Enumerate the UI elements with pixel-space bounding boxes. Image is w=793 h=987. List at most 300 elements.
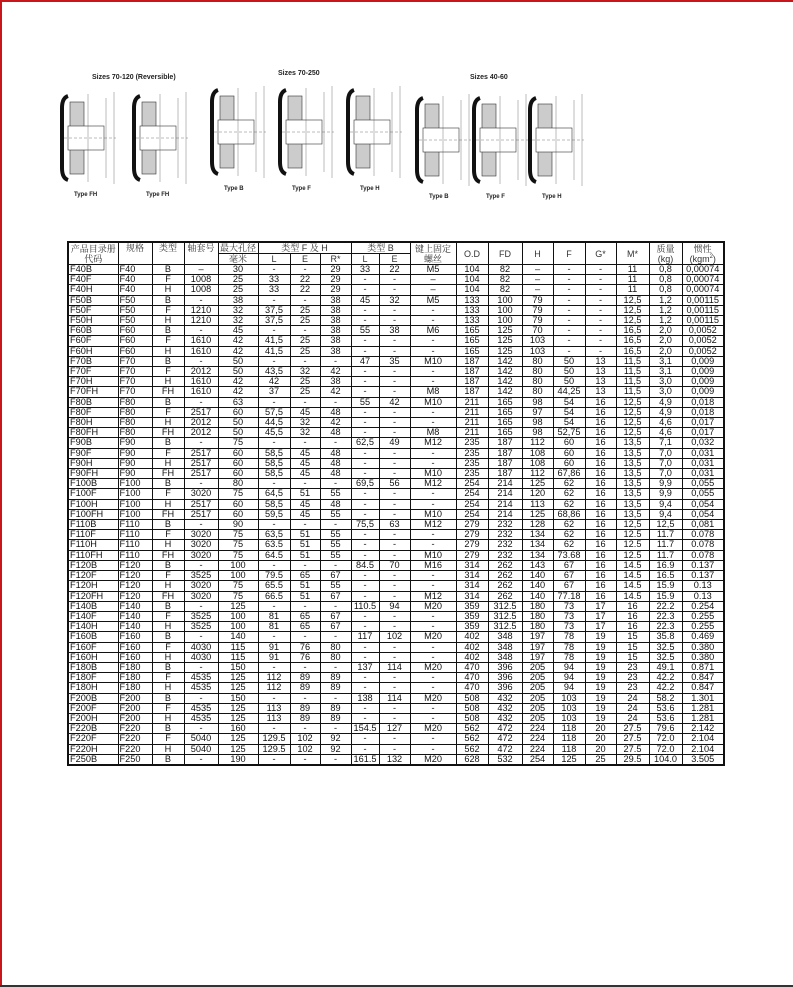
cell-m: 12,5 — [616, 428, 649, 438]
cell-bush: - — [184, 356, 218, 366]
cell-b-l: - — [351, 377, 379, 387]
figure-caption: Type B — [224, 186, 244, 192]
cell-type: F — [152, 530, 184, 540]
cell-set-screw: - — [410, 683, 456, 693]
cell-code: F220H — [68, 744, 118, 754]
cell-b-e: 22 — [379, 265, 410, 275]
coupling-figure — [528, 90, 588, 200]
cell-inertia: 0.847 — [682, 683, 724, 693]
cell-code: F40F — [68, 275, 118, 285]
cell-mass: 0,8 — [649, 265, 682, 275]
cell-b-l: - — [351, 673, 379, 683]
cell-code: F100H — [68, 499, 118, 509]
cell-fh-r: 48 — [320, 448, 351, 458]
cell-h: 79 — [522, 295, 553, 305]
header-inertia-close: ) — [712, 253, 716, 264]
cell-bush: 4535 — [184, 673, 218, 683]
cell-mass: 53.6 — [649, 713, 682, 723]
cell-type: F — [152, 305, 184, 315]
cell-od: 470 — [456, 683, 488, 693]
table-row — [68, 530, 724, 540]
cell-set-screw: M12 — [410, 438, 456, 448]
cell-inertia: 0,00115 — [682, 305, 724, 315]
coupling-cross-section-icon — [415, 90, 475, 190]
cell-h: – — [522, 275, 553, 285]
coupling-cross-section-icon — [278, 82, 338, 182]
cell-spec: F200 — [118, 693, 152, 703]
cell-fh-r: 38 — [320, 316, 351, 326]
cell-od: 279 — [456, 540, 488, 550]
cell-fh-r: 89 — [320, 703, 351, 713]
cell-spec: F60 — [118, 346, 152, 356]
cell-g: 16 — [585, 581, 616, 591]
header-fh-r: R* — [320, 254, 351, 265]
cell-fh-r: 42 — [320, 387, 351, 397]
cell-set-screw: - — [410, 316, 456, 326]
cell-m: 15 — [616, 632, 649, 642]
cell-fh-r: - — [320, 520, 351, 530]
header-mass-label: 质量 — [656, 243, 675, 254]
cell-f: 125 — [553, 754, 585, 765]
coupling-figure — [346, 82, 406, 192]
figure-caption: Type FH — [74, 192, 98, 198]
header-inertia-unit: (kgm — [689, 253, 710, 264]
cell-type: FH — [152, 469, 184, 479]
cell-h: 103 — [522, 336, 553, 346]
cell-fh-l: 37,5 — [258, 316, 290, 326]
cell-m: 29.5 — [616, 754, 649, 765]
cell-m: 27.5 — [616, 744, 649, 754]
cell-b-l: 110.5 — [351, 601, 379, 611]
coupling-figure — [210, 82, 270, 192]
cell-set-screw: - — [410, 377, 456, 387]
cell-type: F — [152, 703, 184, 713]
cell-mass: 22.3 — [649, 622, 682, 632]
cell-g: 17 — [585, 601, 616, 611]
cell-inertia: 0,018 — [682, 397, 724, 407]
cell-mass: 0,8 — [649, 275, 682, 285]
cell-od: 359 — [456, 611, 488, 621]
cell-type: H — [152, 683, 184, 693]
cell-g: 13 — [585, 377, 616, 387]
cell-fd: 165 — [488, 418, 522, 428]
cell-b-e: - — [379, 448, 410, 458]
cell-h: 79 — [522, 305, 553, 315]
cell-m: 13,5 — [616, 458, 649, 468]
cell-max-bore: 50 — [218, 428, 258, 438]
cell-spec: F70 — [118, 387, 152, 397]
cell-fh-l: 58,5 — [258, 499, 290, 509]
cell-b-l: - — [351, 285, 379, 295]
cell-b-l: - — [351, 499, 379, 509]
cell-m: 16,5 — [616, 336, 649, 346]
cell-f: 62 — [553, 499, 585, 509]
header-inertia — [682, 242, 724, 265]
cell-g: - — [585, 326, 616, 336]
cell-od: 402 — [456, 642, 488, 652]
cell-b-l: - — [351, 713, 379, 723]
cell-b-l: - — [351, 611, 379, 621]
cell-set-screw: - — [410, 713, 456, 723]
cell-code: F110FH — [68, 550, 118, 560]
cell-g: 16 — [585, 520, 616, 530]
cell-type: F — [152, 611, 184, 621]
cell-inertia: 1.301 — [682, 693, 724, 703]
cell-b-e: - — [379, 683, 410, 693]
cell-set-screw: - — [410, 540, 456, 550]
cell-g: 17 — [585, 611, 616, 621]
diagram-group-title: Sizes 70-120 (Reversible) — [92, 74, 176, 81]
cell-max-bore: 150 — [218, 693, 258, 703]
cell-inertia: 0.137 — [682, 571, 724, 581]
cell-g: 16 — [585, 458, 616, 468]
cell-b-e: - — [379, 713, 410, 723]
cell-bush: 1610 — [184, 336, 218, 346]
cell-mass: 9,9 — [649, 489, 682, 499]
cell-code: F200B — [68, 693, 118, 703]
cell-set-screw: - — [410, 673, 456, 683]
cell-g: 13 — [585, 356, 616, 366]
cell-fd: 214 — [488, 479, 522, 489]
cell-set-screw: M20 — [410, 601, 456, 611]
cell-b-l: - — [351, 622, 379, 632]
cell-mass: 49.1 — [649, 662, 682, 672]
cell-m: 14.5 — [616, 591, 649, 601]
cell-fh-e: 89 — [290, 713, 320, 723]
cell-bush: - — [184, 295, 218, 305]
cell-code: F180F — [68, 673, 118, 683]
cell-inertia: 0.137 — [682, 560, 724, 570]
cell-b-l: 75,5 — [351, 520, 379, 530]
cell-b-e: - — [379, 622, 410, 632]
cell-set-screw: M5 — [410, 295, 456, 305]
table-row — [68, 387, 724, 397]
cell-max-bore: 60 — [218, 509, 258, 519]
cell-h: – — [522, 265, 553, 275]
cell-code: F140H — [68, 622, 118, 632]
cell-f: - — [553, 326, 585, 336]
cell-mass: 4,6 — [649, 428, 682, 438]
cell-h: 205 — [522, 673, 553, 683]
cell-code: F160H — [68, 652, 118, 662]
cell-f: - — [553, 316, 585, 326]
cell-b-e: 32 — [379, 295, 410, 305]
cell-fd: 232 — [488, 520, 522, 530]
cell-max-bore: 25 — [218, 285, 258, 295]
table-row — [68, 428, 724, 438]
cell-b-e: 70 — [379, 560, 410, 570]
cell-m: 11 — [616, 275, 649, 285]
table-row — [68, 275, 724, 285]
cell-fd: 312.5 — [488, 611, 522, 621]
cell-f: 73 — [553, 622, 585, 632]
cell-b-l: - — [351, 550, 379, 560]
cell-g: 16 — [585, 489, 616, 499]
cell-spec: F110 — [118, 530, 152, 540]
cell-code: F120F — [68, 571, 118, 581]
cell-m: 11 — [616, 285, 649, 295]
cell-b-l: - — [351, 734, 379, 744]
cell-h: 125 — [522, 479, 553, 489]
cell-inertia: 0,055 — [682, 479, 724, 489]
cell-od: 562 — [456, 744, 488, 754]
header-type-f-h: 类型 F 及 H — [258, 242, 351, 254]
cell-od: 133 — [456, 316, 488, 326]
cell-h: 140 — [522, 591, 553, 601]
cell-fd: 214 — [488, 499, 522, 509]
cell-f: 73.68 — [553, 550, 585, 560]
cell-mass: 11.7 — [649, 550, 682, 560]
cell-type: FH — [152, 428, 184, 438]
cell-set-screw: M12 — [410, 591, 456, 601]
cell-mass: 3,0 — [649, 387, 682, 397]
cell-type: FH — [152, 550, 184, 560]
cell-bush: - — [184, 397, 218, 407]
table-row — [68, 550, 724, 560]
cell-bush: 1610 — [184, 346, 218, 356]
cell-m: 13,5 — [616, 499, 649, 509]
cell-max-bore: 160 — [218, 724, 258, 734]
table-row — [68, 356, 724, 366]
cell-fh-e: 25 — [290, 346, 320, 356]
cell-fh-r: 55 — [320, 550, 351, 560]
cell-b-l: - — [351, 571, 379, 581]
cell-f: 78 — [553, 652, 585, 662]
specification-table — [67, 241, 725, 766]
cell-b-l: - — [351, 703, 379, 713]
cell-mass: 1,2 — [649, 316, 682, 326]
cell-spec: F140 — [118, 601, 152, 611]
cell-bush: - — [184, 693, 218, 703]
table-row — [68, 265, 724, 275]
cell-mass: 32.5 — [649, 652, 682, 662]
cell-fh-e: - — [290, 295, 320, 305]
cell-mass: 53.6 — [649, 703, 682, 713]
cell-h: 112 — [522, 469, 553, 479]
cell-b-e: - — [379, 734, 410, 744]
cell-h: 134 — [522, 530, 553, 540]
cell-fh-l: 64,5 — [258, 489, 290, 499]
cell-f: 67 — [553, 560, 585, 570]
cell-f: 62 — [553, 489, 585, 499]
cell-mass: 22.3 — [649, 611, 682, 621]
header-type-b: 类型 B — [351, 242, 410, 254]
cell-h: 143 — [522, 560, 553, 570]
cell-mass: 4,9 — [649, 407, 682, 417]
cell-g: 20 — [585, 744, 616, 754]
cell-mass: 7,1 — [649, 438, 682, 448]
cell-fd: 532 — [488, 754, 522, 765]
cell-fh-e: 89 — [290, 683, 320, 693]
cell-type: H — [152, 622, 184, 632]
cell-g: 19 — [585, 693, 616, 703]
cell-spec: F160 — [118, 632, 152, 642]
cell-f: 68,86 — [553, 509, 585, 519]
cell-max-bore: 42 — [218, 387, 258, 397]
header-b-l: L — [351, 254, 379, 265]
cell-od: 211 — [456, 428, 488, 438]
cell-b-e: - — [379, 428, 410, 438]
cell-max-bore: 80 — [218, 479, 258, 489]
cell-fd: 396 — [488, 683, 522, 693]
cell-od: 254 — [456, 499, 488, 509]
cell-f: 52,75 — [553, 428, 585, 438]
cell-g: 19 — [585, 632, 616, 642]
cell-inertia: 0.380 — [682, 652, 724, 662]
cell-set-screw: - — [410, 734, 456, 744]
coupling-figure — [60, 88, 120, 198]
cell-bush: - — [184, 438, 218, 448]
cell-spec: F90 — [118, 458, 152, 468]
cell-code: F100F — [68, 489, 118, 499]
cell-bush: 3525 — [184, 611, 218, 621]
cell-set-screw: M6 — [410, 326, 456, 336]
cell-set-screw: M20 — [410, 662, 456, 672]
cell-fh-l: - — [258, 356, 290, 366]
cell-set-screw: M10 — [410, 509, 456, 519]
cell-h: 180 — [522, 611, 553, 621]
cell-fh-r: 38 — [320, 346, 351, 356]
cell-inertia: 0,00074 — [682, 265, 724, 275]
cell-fh-l: 33 — [258, 275, 290, 285]
cell-h: 180 — [522, 622, 553, 632]
coupling-cross-section-icon — [346, 82, 406, 182]
header-type: 类型 — [152, 242, 184, 265]
cell-h: 254 — [522, 754, 553, 765]
cell-mass: 3,1 — [649, 356, 682, 366]
cell-fd: 232 — [488, 550, 522, 560]
cell-f: 103 — [553, 713, 585, 723]
table-row — [68, 591, 724, 601]
cell-code: F60H — [68, 346, 118, 356]
cell-b-l: 45 — [351, 295, 379, 305]
table-row — [68, 713, 724, 723]
cell-b-e: - — [379, 571, 410, 581]
cell-bush: – — [184, 265, 218, 275]
cell-code: F60F — [68, 336, 118, 346]
cell-g: - — [585, 305, 616, 315]
cell-max-bore: 100 — [218, 560, 258, 570]
cell-fh-e: 51 — [290, 591, 320, 601]
cell-max-bore: 42 — [218, 346, 258, 356]
cell-inertia: 0.078 — [682, 550, 724, 560]
cell-fd: 142 — [488, 387, 522, 397]
cell-inertia: 0,031 — [682, 448, 724, 458]
cell-f: 67 — [553, 581, 585, 591]
header-h: H — [522, 242, 553, 265]
cell-fh-l: 45,5 — [258, 428, 290, 438]
cell-fh-l: 63,5 — [258, 530, 290, 540]
header-code: 产品目录册代码 — [68, 242, 118, 265]
cell-m: 13,5 — [616, 479, 649, 489]
cell-b-e: 102 — [379, 632, 410, 642]
cell-fd: 165 — [488, 428, 522, 438]
cell-f: 94 — [553, 673, 585, 683]
cell-code: F160B — [68, 632, 118, 642]
cell-inertia: 2.104 — [682, 744, 724, 754]
cell-m: 12,5 — [616, 418, 649, 428]
table-row — [68, 418, 724, 428]
cell-max-bore: 38 — [218, 295, 258, 305]
cell-b-l: 55 — [351, 326, 379, 336]
cell-spec: F180 — [118, 662, 152, 672]
cell-b-e: - — [379, 469, 410, 479]
cell-fh-l: 64.5 — [258, 550, 290, 560]
table-row — [68, 458, 724, 468]
table-row — [68, 520, 724, 530]
cell-b-e: 35 — [379, 356, 410, 366]
cell-b-l: 137 — [351, 662, 379, 672]
cell-h: 80 — [522, 367, 553, 377]
cell-mass: 72.0 — [649, 734, 682, 744]
cell-spec: F110 — [118, 550, 152, 560]
cell-mass: 42.2 — [649, 673, 682, 683]
cell-bush: 1610 — [184, 387, 218, 397]
cell-b-e: - — [379, 285, 410, 295]
cell-spec: F200 — [118, 703, 152, 713]
cell-fh-e: - — [290, 326, 320, 336]
cell-max-bore: 30 — [218, 265, 258, 275]
cell-od: 279 — [456, 520, 488, 530]
cell-b-l: - — [351, 367, 379, 377]
cell-fh-r: 67 — [320, 622, 351, 632]
cell-fd: 348 — [488, 652, 522, 662]
cell-g: - — [585, 346, 616, 356]
cell-fh-e: 32 — [290, 418, 320, 428]
cell-mass: 35.8 — [649, 632, 682, 642]
cell-fd: 82 — [488, 265, 522, 275]
cell-od: 402 — [456, 632, 488, 642]
table-row — [68, 683, 724, 693]
cell-od: 133 — [456, 295, 488, 305]
cell-max-bore: 140 — [218, 632, 258, 642]
cell-b-e: - — [379, 346, 410, 356]
cell-b-e: - — [379, 540, 410, 550]
cell-m: 13,5 — [616, 448, 649, 458]
cell-set-screw: M10 — [410, 550, 456, 560]
cell-b-l: - — [351, 469, 379, 479]
diagram-group-title: Sizes 70-250 — [278, 70, 320, 77]
cell-b-e: - — [379, 530, 410, 540]
header-set-screw: 键上固定螺丝 — [410, 242, 456, 265]
cell-fd: 472 — [488, 724, 522, 734]
diagram-group-title: Sizes 40-60 — [470, 74, 508, 81]
cell-bush: 1008 — [184, 275, 218, 285]
cell-od: 165 — [456, 346, 488, 356]
cell-fh-l: 63.5 — [258, 540, 290, 550]
cell-mass: 15.9 — [649, 581, 682, 591]
cell-g: 20 — [585, 734, 616, 744]
cell-code: F100FH — [68, 509, 118, 519]
cell-fd: 432 — [488, 703, 522, 713]
figure-caption: Type B — [429, 194, 449, 200]
cell-spec: F40 — [118, 265, 152, 275]
cell-mass: 104.0 — [649, 754, 682, 765]
cell-inertia: 3.505 — [682, 754, 724, 765]
cell-fh-e: 45 — [290, 407, 320, 417]
cell-type: B — [152, 662, 184, 672]
cell-code: F110F — [68, 530, 118, 540]
cell-set-screw: M20 — [410, 724, 456, 734]
cell-max-bore: 100 — [218, 611, 258, 621]
cell-fh-r: - — [320, 632, 351, 642]
cell-type: B — [152, 601, 184, 611]
cell-m: 12,5 — [616, 520, 649, 530]
cell-fh-l: 33 — [258, 285, 290, 295]
cell-fh-e: - — [290, 754, 320, 765]
cell-b-l: 33 — [351, 265, 379, 275]
cell-type: F — [152, 336, 184, 346]
